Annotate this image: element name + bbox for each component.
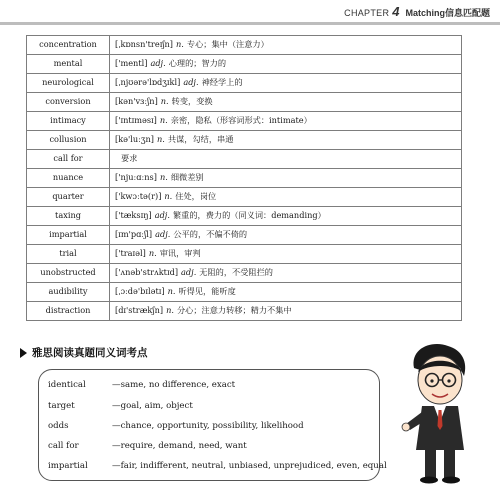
cartoon-teacher-icon [392,338,482,486]
vocab-phonetic: ['njuːɑːns] [115,172,157,183]
vocab-definition [110,36,462,55]
vocab-phonetic: [ɪm'pɑːʃl] [115,229,153,240]
vocab-part-of-speech: n. [164,191,173,202]
vocab-part-of-speech: adj. [154,210,170,221]
vocab-row [27,55,462,74]
vocab-word: neurological [27,74,110,93]
synonym-meaning: —chance, opportunity, possibility, likelihood [112,421,304,431]
vocab-word: call for [27,150,110,169]
vocab-definition [110,112,462,131]
vocab-meaning: 转变，变换 [171,96,213,107]
vocab-definition [110,93,462,112]
vocab-meaning: 共谋，勾结，串通 [167,134,234,145]
vocab-meaning: 无阻的，不受阻拦的 [199,267,273,278]
vocab-part-of-speech: adj. [155,229,171,240]
vocab-definition [110,302,462,321]
vocab-definition [110,131,462,150]
vocab-row [27,207,462,226]
vocab-phonetic: [kən'vɜːʃn] [115,96,158,107]
section-title: Matching信息匹配题 [405,8,490,18]
vocab-word: quarter [27,188,110,207]
vocab-part-of-speech: adj. [181,267,197,278]
synonym-word: target [48,401,75,411]
vocab-word: mental [27,55,110,74]
vocab-word: unobstructed [27,264,110,283]
vocab-word: intimacy [27,112,110,131]
vocab-part-of-speech: adj. [183,77,199,88]
vocab-row [27,283,462,302]
vocab-word: audibility [27,283,110,302]
vocab-definition [110,283,462,302]
vocab-word: trial [27,245,110,264]
vocab-part-of-speech: adj. [150,58,166,69]
vocab-part-of-speech: n. [167,286,176,297]
vocab-word: conversion [27,93,110,112]
vocab-phonetic: ['tæksɪŋ] [115,210,152,221]
vocab-row [27,93,462,112]
synonym-section-heading [20,345,148,360]
vocab-definition [110,207,462,226]
vocab-row [27,188,462,207]
vocab-meaning: 专心；集中（注意力） [186,39,269,50]
synonym-meaning: —goal, aim, object [112,401,193,411]
vocab-row [27,302,462,321]
vocab-word: concentration [27,36,110,55]
vocab-part-of-speech: n. [157,134,165,145]
vocab-row [27,112,462,131]
vocab-phonetic: ['ʌnəb'strʌktɪd] [115,267,179,278]
vocab-meaning: 听得见，能听度 [178,286,236,297]
synonym-item [48,380,235,390]
vocab-meaning: 细微差别 [170,172,204,183]
vocab-phonetic: ['kwɔːtə(r)] [115,191,162,202]
vocab-row [27,131,462,150]
vocab-meaning: 神经学上的 [201,77,243,88]
chapter-number: 4 [392,4,400,19]
vocab-table [26,35,462,321]
synonym-item [48,421,304,431]
vocab-phonetic: [ˌɔːdə'bɪlətɪ] [115,286,165,297]
vocab-part-of-speech: n. [159,115,168,126]
vocab-row [27,245,462,264]
vocab-meaning: 审讯，审判 [159,248,201,259]
vocab-word: impartial [27,226,110,245]
vocab-phonetic: [dɪ'strækʃn] [115,305,164,316]
vocab-meaning: 亲密，隐私（形容词形式：intimate） [170,115,312,126]
vocab-meaning: 心理的；智力的 [168,58,227,69]
synonym-word: identical [48,380,86,390]
vocab-row [27,226,462,245]
vocab-definition [110,74,462,93]
vocab-row [27,74,462,93]
vocab-word: distraction [27,302,110,321]
vocab-phonetic: ['mentl] [115,58,148,69]
vocab-part-of-speech: n. [166,305,174,316]
vocab-row [27,264,462,283]
vocab-definition [110,150,462,169]
vocab-phonetic: [ˌkɒnsn'treɪʃn] [115,39,174,50]
synonym-word: odds [48,421,69,431]
synonym-section-title: 雅思阅读真题同义词考点 [32,347,148,359]
synonym-item [48,441,247,451]
vocab-part-of-speech: n. [159,172,168,183]
vocab-word: collusion [27,131,110,150]
synonym-meaning: —require, demand, need, want [112,441,247,451]
vocab-definition [110,55,462,74]
vocab-row [27,169,462,188]
header-rule [0,22,500,25]
vocab-definition [110,169,462,188]
synonym-item [48,401,193,411]
page-header [344,4,490,20]
vocab-meaning: 繁重的，费力的（同义词：demanding） [172,210,326,221]
synonym-meaning: —same, no difference, exact [112,380,236,390]
vocab-definition [110,188,462,207]
vocab-row [27,150,462,169]
vocab-part-of-speech: n. [148,248,157,259]
vocab-row [27,36,462,55]
vocab-part-of-speech: n. [160,96,169,107]
vocab-part-of-speech: n. [176,39,184,50]
vocab-phonetic: ['ɪntɪməsɪ] [115,115,157,126]
vocab-meaning: 住处，岗位 [175,191,217,202]
vocab-phonetic: ['traɪəl] [115,248,146,259]
triangle-bullet-icon [20,348,27,358]
vocab-phonetic: [kə'luːʒn] [115,134,154,145]
synonym-item [48,461,387,471]
vocab-word: taxing [27,207,110,226]
vocab-definition [110,264,462,283]
vocab-word: nuance [27,169,110,188]
vocab-definition [110,226,462,245]
vocab-phonetic: [ˌnjʊərə'lɒdʒɪkl] [115,77,181,88]
chapter-label: CHAPTER [344,8,390,18]
synonym-meaning: —fair, indifferent, neutral, unbiased, unprejudiced, even, equal [112,461,387,471]
synonym-word: call for [48,441,79,451]
vocab-meaning: 公平的，不偏不倚的 [173,229,248,240]
vocab-meaning: 分心；注意力转移；精力不集中 [176,305,292,316]
synonym-word: impartial [48,461,88,471]
vocab-definition [110,245,462,264]
vocab-meaning: 要求 [121,153,138,164]
